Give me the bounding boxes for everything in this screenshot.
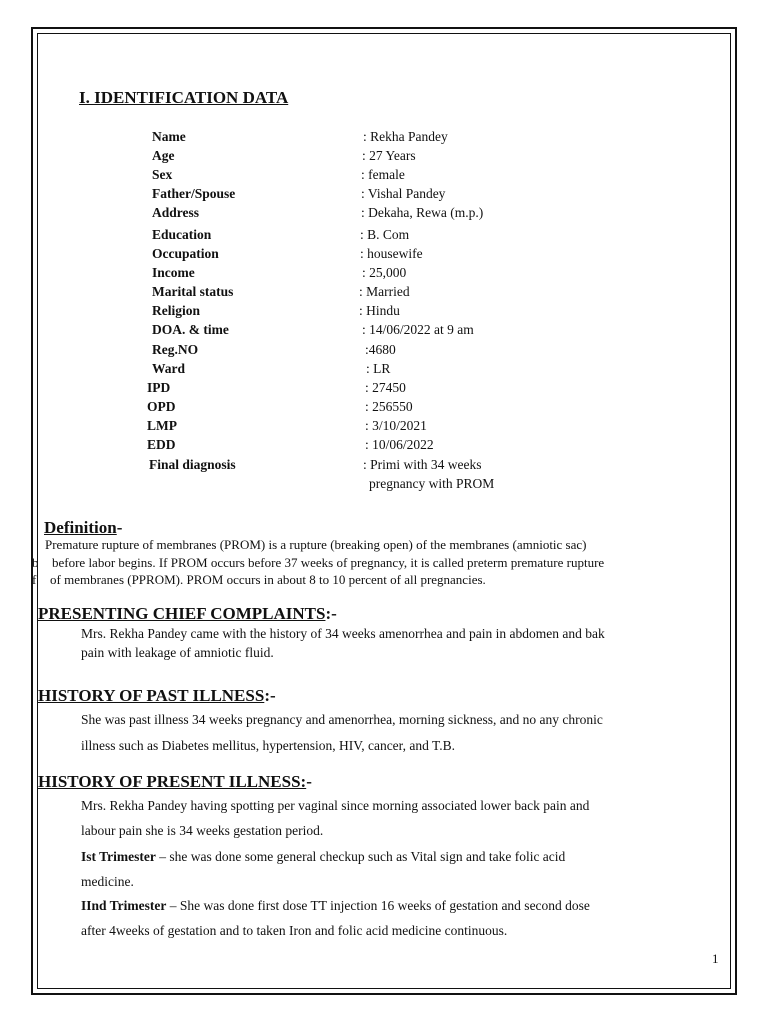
label-ward: Ward (152, 361, 186, 376)
trimester-2-line (81, 898, 590, 914)
label-edd: EDD (147, 437, 176, 452)
past-illness-heading: HISTORY OF PAST ILLNESS:- (38, 686, 276, 705)
value-religion: : Hindu (359, 303, 400, 318)
label-doa-time: DOA. & time (152, 322, 229, 337)
label-occupation: Occupation (152, 246, 219, 261)
chief-complaints-line-1: Mrs. Rekha Pandey came with the history of 34 weeks amenorrhea and pain in abdomen and bak (81, 626, 605, 641)
past-illness-line-2: illness such as Diabetes mellitus, hypertension, HIV, cancer, and T.B. (81, 738, 456, 753)
past-illness-line-1: She was past illness 34 weeks pregnancy and amenorrhea, morning sickness, and no any chronic (81, 712, 603, 727)
definition-margin-b: b (32, 555, 39, 570)
label-address: Address (152, 205, 200, 220)
present-illness-line-2: labour pain she is 34 weeks gestation period. (81, 823, 324, 838)
label-lmp: LMP (147, 418, 177, 433)
value-education: : B. Com (360, 227, 410, 242)
label-final-diagnosis: Final diagnosis (149, 457, 236, 472)
value-occupation: : housewife (360, 246, 423, 261)
definition-line-2: before labor begins. If PROM occurs before 37 weeks of pregnancy, it is called preterm premature rupture (52, 555, 605, 570)
definition-margin-f: f (32, 572, 37, 587)
label-ipd: IPD (147, 380, 171, 395)
trimester-1-cont: medicine. (81, 874, 134, 889)
value-edd: : 10/06/2022 (365, 437, 434, 452)
trimester-2-text: – She was done first dose TT injection 16 weeks of gestation and second dose (166, 898, 590, 913)
trimester-1-text: – she was done some general checkup such as Vital sign and take folic acid (155, 849, 566, 864)
value-opd: : 256550 (365, 399, 413, 414)
value-ipd: : 27450 (365, 380, 406, 395)
trimester-2-cont: after 4weeks of gestation and to taken Iron and folic acid medicine continuous. (81, 923, 508, 938)
value-final-diagnosis: : Primi with 34 weeks (363, 457, 482, 472)
value-reg-no: :4680 (365, 342, 396, 357)
value-address: : Dekaha, Rewa (m.p.) (361, 205, 484, 220)
value-father-spouse: : Vishal Pandey (361, 186, 446, 201)
definition-heading: Definition- (44, 518, 123, 537)
label-religion: Religion (152, 303, 201, 318)
page-number: 1 (712, 951, 719, 966)
label-sex: Sex (152, 167, 173, 182)
label-name: Name (152, 129, 186, 144)
value-income: : 25,000 (362, 265, 407, 280)
label-age: Age (152, 148, 175, 163)
definition-line-3: of membranes (PPROM). PROM occurs in about 8 to 10 percent of all pregnancies. (50, 572, 486, 587)
value-marital-status: : Married (359, 284, 410, 299)
chief-complaints-line-2: pain with leakage of amniotic fluid. (81, 645, 274, 660)
present-illness-heading: HISTORY OF PRESENT ILLNESS:- (38, 772, 312, 791)
present-illness-line-1: Mrs. Rekha Pandey having spotting per vaginal since morning associated lower back pain and (81, 798, 590, 813)
identification-title: I. IDENTIFICATION DATA (79, 88, 289, 107)
label-education: Education (152, 227, 212, 242)
label-opd: OPD (147, 399, 176, 414)
trimester-1-line (81, 849, 565, 865)
value-age: : 27 Years (362, 148, 416, 163)
label-income: Income (152, 265, 195, 280)
value-sex: : female (361, 167, 405, 182)
chief-complaints-heading: PRESENTING CHIEF COMPLAINTS:- (38, 604, 337, 623)
value-name: : Rekha Pandey (363, 129, 448, 144)
label-reg-no: Reg.NO (152, 342, 199, 357)
value-ward: : LR (366, 361, 391, 376)
trimester-2-label: IInd Trimester (81, 898, 167, 913)
value-doa-time: : 14/06/2022 at 9 am (362, 322, 474, 337)
value-lmp: : 3/10/2021 (365, 418, 427, 433)
label-father-spouse: Father/Spouse (152, 186, 236, 201)
value-final-diagnosis-cont: pregnancy with PROM (369, 476, 495, 491)
definition-line-1: Premature rupture of membranes (PROM) is a rupture (breaking open) of the membranes (amniotic sac) (45, 537, 587, 552)
trimester-1-label: Ist Trimester (81, 849, 156, 864)
label-marital-status: Marital status (152, 284, 234, 299)
